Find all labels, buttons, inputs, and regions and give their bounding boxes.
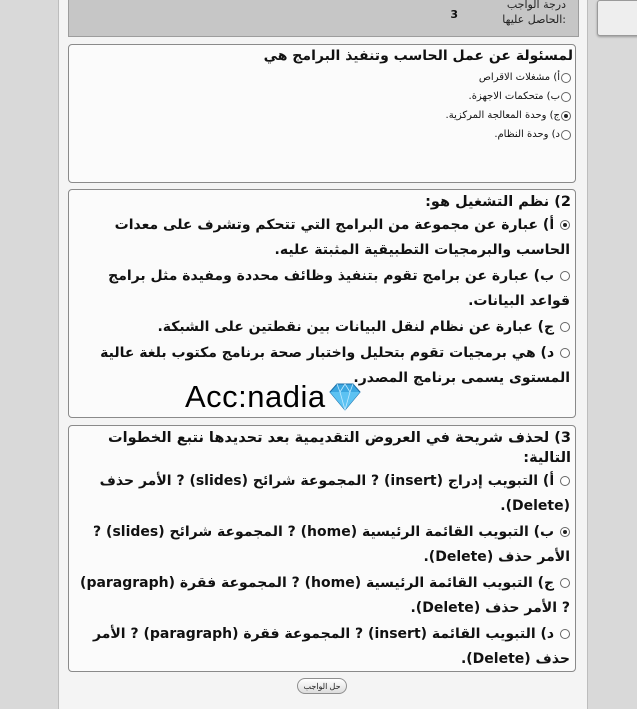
option-label: ج) عبارة عن نظام لنقل البيانات بين نقطتين على الشبكة. [157,319,555,335]
radio-button[interactable] [560,271,570,281]
option-label: أ) مشغلات الاقراص [478,72,560,83]
q2-option-c[interactable] [69,315,575,340]
radio-button[interactable] [560,578,570,588]
radio-button[interactable] [561,130,571,140]
q3-option-a[interactable] [69,469,575,519]
radio-button[interactable] [560,348,570,358]
side-button[interactable] [597,0,637,36]
question-2-stem: 2) نظم التشغيل هو: [425,194,571,210]
question-3-box [68,425,576,672]
option-label: ب) التبويب القائمة الرئيسية (home) ? المجموعة شرائح (slides) ? الأمر حذف (Delete). [93,524,570,565]
radio-button[interactable] [561,92,571,102]
option-label: أ) عبارة عن مجموعة من البرامج التي تتحكم وتشرف على معدات الحاسب والبرمجيات التطبيقية المثبتة عليه. [114,217,570,258]
diamond-icon [328,382,362,412]
radio-button[interactable] [560,322,570,332]
option-label: ج) التبويب القائمة الرئيسية (home) ? المجموعة فقرة (paragraph) ? الأمر حذف (Delete). [80,575,570,616]
radio-button[interactable] [561,73,571,83]
q3-option-d[interactable] [69,622,575,672]
option-label: د) هي برمجيات تقوم بتحليل واختبار صحة برنامج مكتوب بلغة عالية المستوى يسمى برنامج المصدر. [100,345,570,386]
radio-button[interactable] [560,629,570,639]
grade-value: 3 [450,8,458,21]
grade-label-line2: الحاصل عليها: [502,13,566,26]
question-3-stem: 3) لحذف شريحة في العروض التقديمية بعد تحديدها نتبع الخطوات التالية: [108,430,571,466]
submit-homework-button[interactable]: حل الواجب [297,678,347,694]
radio-button[interactable] [560,476,570,486]
grade-label-line1: درجة الواجب [506,0,566,11]
option-label: ب) عبارة عن برامج تقوم بتنفيذ وظائف محددة ومفيدة مثل برامج قواعد البيانات. [108,268,570,309]
q3-option-b[interactable] [69,520,575,570]
question-1-box [68,44,576,183]
option-label: ب) متحكمات الاجهزة. [468,91,560,102]
grade-bar [68,0,579,37]
radio-button[interactable] [560,220,570,230]
q2-option-b[interactable] [69,264,575,314]
q1-option-b[interactable] [69,91,575,102]
q3-option-c[interactable] [69,571,575,621]
watermark-text: Acc:nadia [185,379,326,414]
option-label: ج) وحدة المعالجة المركزية. [445,110,560,121]
q1-option-a[interactable] [69,72,575,83]
option-label: أ) التبويب إدراج (insert) ? المجموعة شرائح (slides) ? الأمر حذف (Delete). [99,473,570,514]
radio-button[interactable] [560,527,570,537]
q1-option-c[interactable] [69,110,575,121]
radio-button[interactable] [561,111,571,121]
watermark [185,377,405,417]
option-label: د) وحدة النظام. [494,129,560,140]
option-label: د) التبويب القائمة (insert) ? المجموعة فقرة (paragraph) ? الأمر حذف (Delete). [93,626,570,667]
question-1-stem: لمسئولة عن عمل الحاسب وتنفيذ البرامج هي [263,48,573,64]
q1-option-d[interactable] [69,129,575,140]
q2-option-a[interactable] [69,213,575,263]
